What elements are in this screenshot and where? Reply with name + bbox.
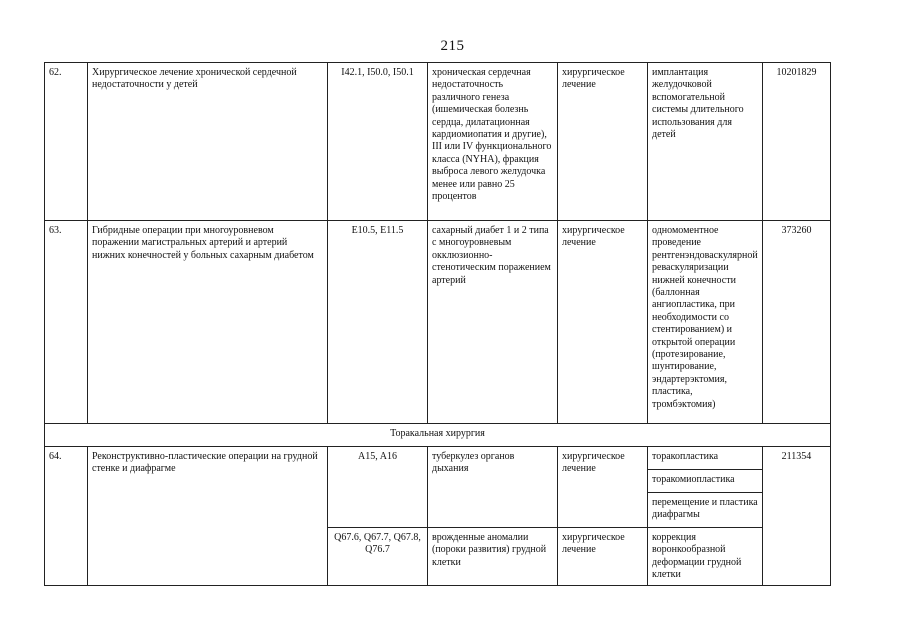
table-row-63 (45, 221, 831, 424)
standard-cost: 211354 (763, 447, 831, 586)
row-number: 62. (45, 63, 88, 221)
treatment-method: имплантация желудочковой вспомогательной системы длительного использования для детей (648, 63, 763, 221)
row-number: 63. (45, 221, 88, 424)
table-row-62 (45, 63, 831, 221)
treatment-registry-table (44, 62, 831, 586)
icd-codes: E10.5, E11.5 (328, 221, 428, 424)
treatment-type: хирургическое лечение (558, 528, 648, 586)
standard-cost: 373260 (763, 221, 831, 424)
treatment-method: одномоментное проведение рентгенэндоваскулярной реваскуляризации нижней конечности (баллонная ангиопластика, при необходимости со стентированием) и открытой операции (протезирование, шунтирование, эндартерэктомия, пластика, тромбэктомия) (648, 221, 763, 424)
treatment-method: перемещение и пластика диафрагмы (648, 493, 763, 528)
treatment-type: хирургическое лечение (558, 221, 648, 424)
row-number: 64. (45, 447, 88, 586)
table-row-64 (45, 447, 831, 470)
treatment-method: торакомиопластика (648, 470, 763, 493)
care-type-name: Реконструктивно-пластические операции на грудной стенке и диафрагме (88, 447, 328, 586)
patient-model: хроническая сердечная недостаточность различного генеза (ишемическая болезнь сердца, дилатационная кардиомиопатия и другие), III или IV функционального класса (NYHA), фракция выброса левого желудочка менее или равно 25 процентов (428, 63, 558, 221)
page-number: 215 (440, 38, 465, 54)
icd-codes: I42.1, I50.0, I50.1 (328, 63, 428, 221)
icd-codes: Q67.6, Q67.7, Q67.8, Q76.7 (328, 528, 428, 586)
section-header-row (45, 424, 831, 447)
patient-model: сахарный диабет 1 и 2 типа с многоуровневым окклюзионно-стенотическим поражением артерий (428, 221, 558, 424)
care-type-name: Хирургическое лечение хронической сердечной недостаточности у детей (88, 63, 328, 221)
treatment-method: коррекция воронкообразной деформации грудной клетки (648, 528, 763, 586)
treatment-type: хирургическое лечение (558, 63, 648, 221)
section-title: Торакальная хирургия (45, 424, 831, 447)
care-type-name: Гибридные операции при многоуровневом поражении магистральных артерий и артерий нижних конечностей у больных сахарным диабетом (88, 221, 328, 424)
treatment-method: торакопластика (648, 447, 763, 470)
icd-codes: A15, A16 (328, 447, 428, 528)
patient-model: туберкулез органов дыхания (428, 447, 558, 528)
treatment-type: хирургическое лечение (558, 447, 648, 528)
standard-cost: 10201829 (763, 63, 831, 221)
patient-model: врожденные аномалии (пороки развития) грудной клетки (428, 528, 558, 586)
